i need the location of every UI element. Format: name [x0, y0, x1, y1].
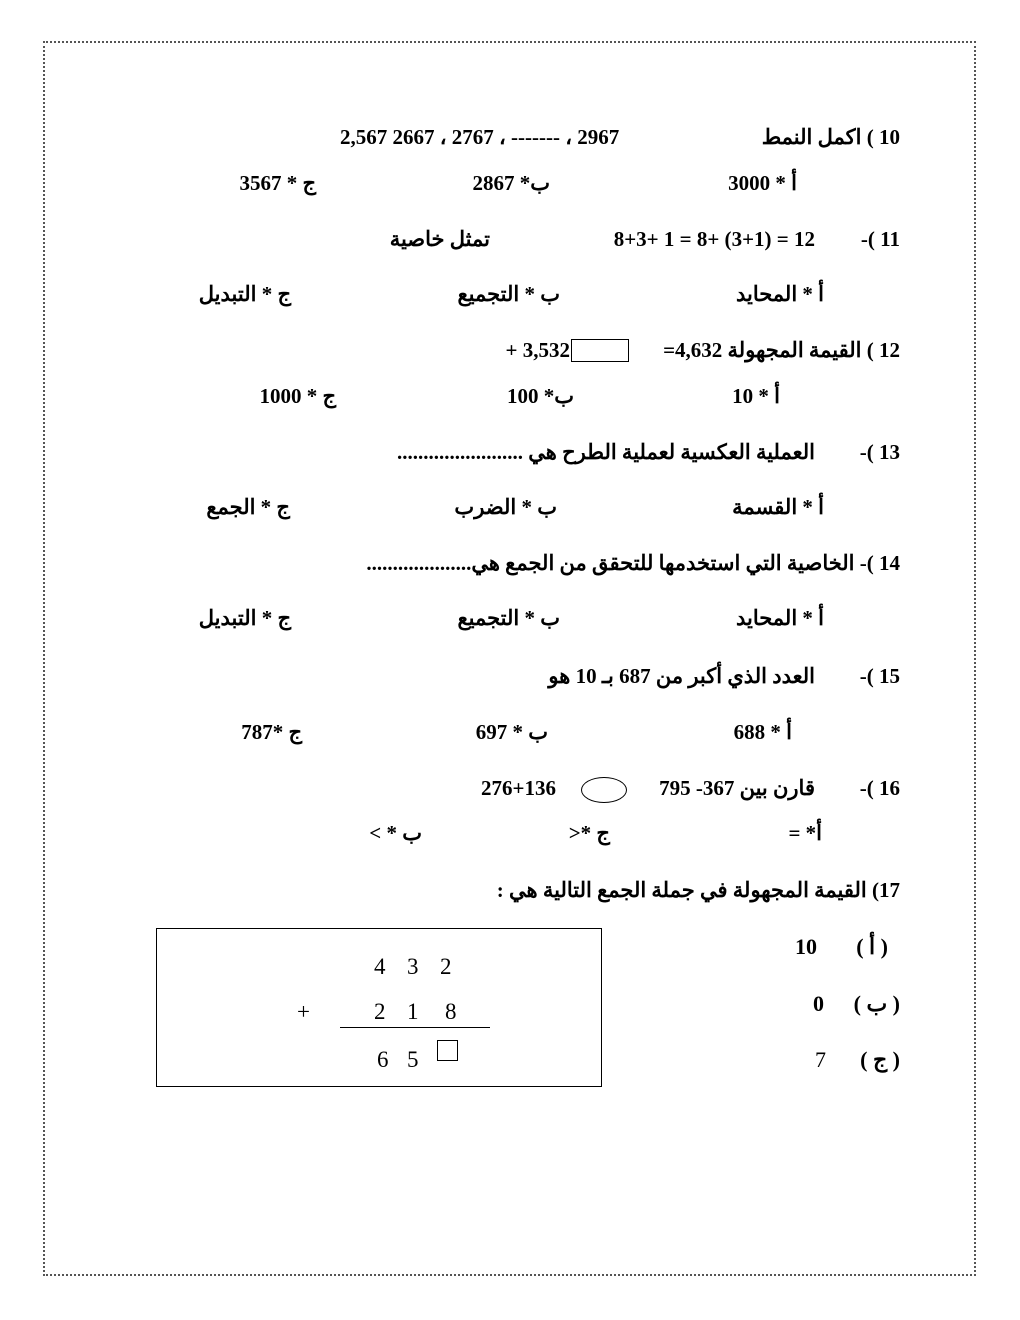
q17-choice-c-value: 7 [815, 1047, 826, 1072]
q17-choice-a-value: 10 [795, 934, 817, 959]
q16-option-c: ج *< [568, 821, 610, 845]
q13-option-b: ب * الضرب [454, 495, 557, 519]
q11-option-b: ب * التجميع [457, 282, 560, 306]
q10-option-b: ب* 2867 [472, 171, 550, 195]
q11-suffix: تمثل خاصية [389, 227, 490, 251]
q14-option-b: ب * التجميع [457, 606, 560, 630]
q17-choice-c-label: ( ج ) [860, 1047, 900, 1072]
q12-label: 12 ) القيمة المجهولة 4,632= [663, 338, 900, 362]
q11-option-a: أ * المحايد [735, 282, 824, 306]
q13-option-c: ج * الجمع [206, 495, 290, 519]
page-border [43, 41, 976, 1276]
top-digit-3: 2 [440, 954, 452, 979]
q11-equation: 12 = (3+1) +8 = 1 +8+3 [613, 227, 815, 251]
mid-digit-1: 2 [374, 999, 386, 1024]
q13-text: العملية العكسية لعملية الطرح هي ........................ [397, 440, 815, 464]
q10-label: 10 ) اكمل النمط [761, 125, 900, 149]
q16-compare-ellipse [581, 777, 627, 803]
q17-choice-a-label: ( أ ) [856, 934, 888, 959]
q11-label: 11 )- [860, 227, 900, 251]
q12-rest: 3,532 + [505, 338, 570, 362]
q12-option-c: ج * 1000 [259, 384, 336, 408]
q12-unknown-box [571, 339, 629, 362]
q16-label: 16 )- [859, 776, 900, 800]
q14-option-a: أ * المحايد [735, 606, 824, 630]
q13-label: 13 )- [859, 440, 900, 464]
mid-digit-2: 1 [407, 999, 419, 1024]
q15-option-b: ب * 697 [475, 720, 548, 744]
q17-text: 17) القيمة المجهولة في جملة الجمع التالية هي : [496, 878, 900, 902]
q15-label: 15 )- [859, 664, 900, 688]
q16-option-b: ب * > [369, 821, 422, 845]
q16-text: قارن بين 367- 795 [659, 776, 815, 800]
q10-option-c: ج * 3567 [239, 171, 316, 195]
mid-digit-3: 8 [445, 999, 457, 1024]
q10-option-a: أ * 3000 [728, 171, 797, 195]
q15-option-a: أ * 688 [733, 720, 792, 744]
bottom-digit-1: 6 [377, 1047, 389, 1072]
q16-right-expr: 276+136 [481, 776, 556, 800]
q15-text: العدد الذي أكبر من 687 بـ 10 هو [548, 664, 815, 688]
q17-choice-b-value: 0 [813, 991, 824, 1016]
q15-option-c: ج *787 [241, 720, 302, 744]
q14-option-c: ج * التبديل [198, 606, 291, 630]
top-digit-2: 3 [407, 954, 419, 979]
bottom-digit-2: 5 [407, 1047, 419, 1072]
q17-choice-b-label: ( ب ) [853, 991, 900, 1016]
sum-line [340, 1027, 490, 1028]
q13-option-a: أ * القسمة [732, 495, 824, 519]
q12-option-b: ب* 100 [506, 384, 574, 408]
q11-option-c: ج * التبديل [198, 282, 291, 306]
plus-sign: + [297, 999, 310, 1024]
q12-option-a: أ * 10 [732, 384, 780, 408]
q10-pattern: 2,567 2667 ، 2767 ، ------- ، 2967 [340, 125, 620, 149]
q14-text: 14 )- الخاصية التي استخدمها للتحقق من الجمع هي.................... [366, 551, 900, 575]
top-digit-1: 4 [374, 954, 386, 979]
unknown-digit-box [437, 1040, 458, 1061]
q16-option-a: أ* = [788, 821, 822, 845]
